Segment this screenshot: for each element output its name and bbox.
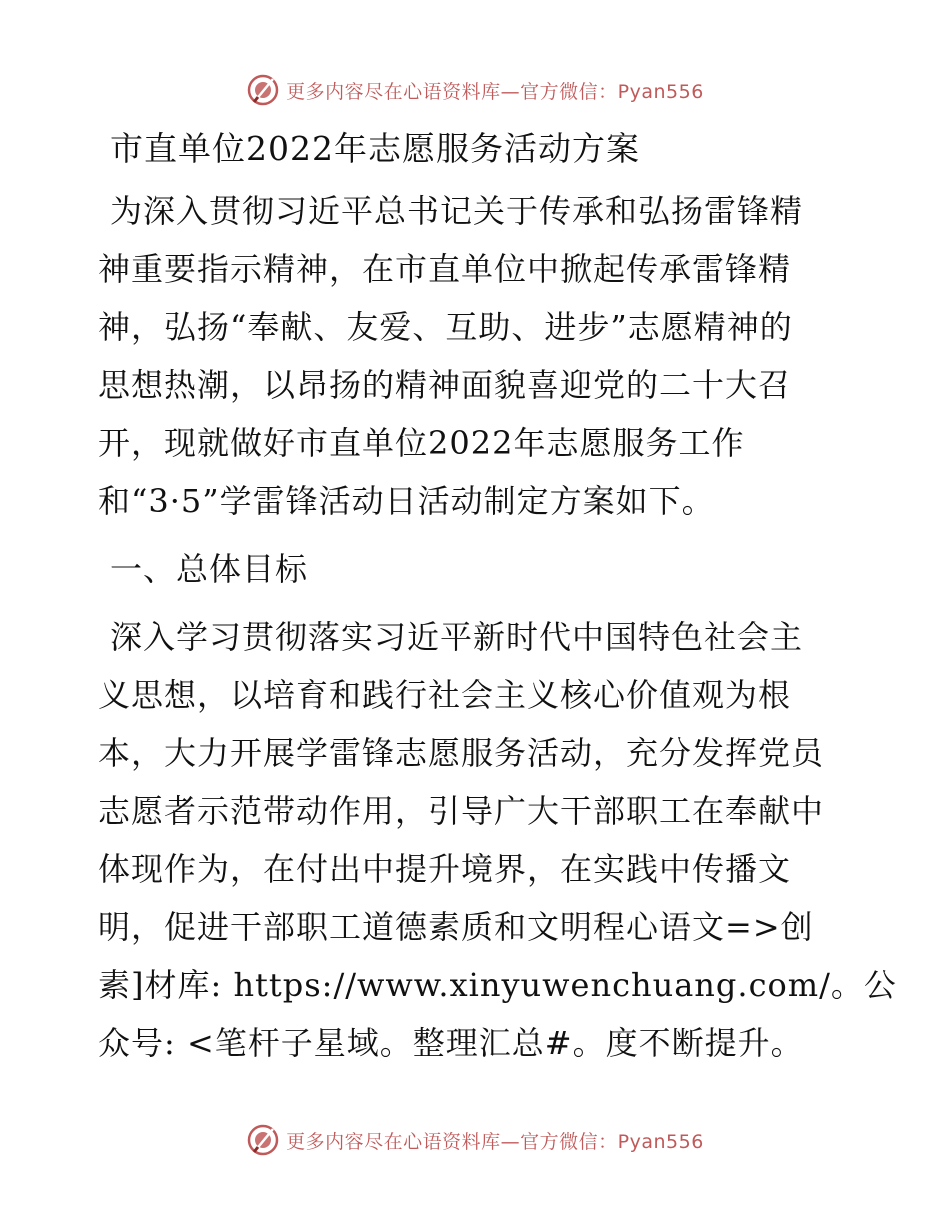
pen-logo-icon bbox=[246, 1123, 280, 1157]
document-body bbox=[98, 120, 897, 1082]
paragraph-line: 开，现就做好市直单位2022年志愿服务工作 bbox=[98, 424, 745, 462]
paragraph-line: 义思想，以培育和践行社会主义核心价值观为根 bbox=[98, 676, 792, 714]
header-watermark bbox=[0, 70, 950, 110]
paragraph-line: 明，促进干部职工道德素质和文明程心语文=>创 bbox=[98, 908, 814, 946]
paragraph-line: 神，弘扬“奉献、友爱、互助、进步”志愿精神的 bbox=[98, 308, 793, 346]
paragraph-line: 体现作为，在付出中提升境界，在实践中传播文 bbox=[98, 850, 792, 888]
footer-watermark bbox=[0, 1120, 950, 1160]
paragraph-line: 为深入贯彻习近平总书记关于传承和弘扬雷锋精 bbox=[110, 192, 804, 230]
paragraph-line: 神重要指示精神，在市直单位中掀起传承雷锋精 bbox=[98, 250, 792, 288]
paragraph-line: 和“3·5”学雷锋活动日活动制定方案如下。 bbox=[98, 482, 715, 520]
paragraph-line: 深入学习贯彻落实习近平新时代中国特色社会主 bbox=[110, 618, 804, 656]
paragraph-line: 素]材库: https://www.xinyuwenchuang.com/。公 bbox=[98, 966, 897, 1004]
section-heading: 一、总体目标 bbox=[110, 550, 309, 588]
document-title: 市直单位2022年志愿服务活动方案 bbox=[110, 129, 640, 168]
watermark-text: 更多内容尽在心语资料库—官方微信：Pyan556 bbox=[286, 80, 704, 103]
goal-paragraph bbox=[98, 608, 897, 1072]
intro-paragraph bbox=[98, 182, 858, 530]
paragraph-line: 众号: <笔杆子星域。整理汇总#。度不断提升。 bbox=[98, 1024, 804, 1062]
watermark-text: 更多内容尽在心语资料库—官方微信：Pyan556 bbox=[286, 1130, 704, 1153]
paragraph-line: 思想热潮，以昂扬的精神面貌喜迎党的二十大召 bbox=[98, 366, 792, 404]
paragraph-line: 本，大力开展学雷锋志愿服务活动，充分发挥党员 bbox=[98, 734, 825, 772]
pen-logo-icon bbox=[246, 73, 280, 107]
paragraph-line: 志愿者示范带动作用，引导广大干部职工在奉献中 bbox=[98, 792, 825, 830]
